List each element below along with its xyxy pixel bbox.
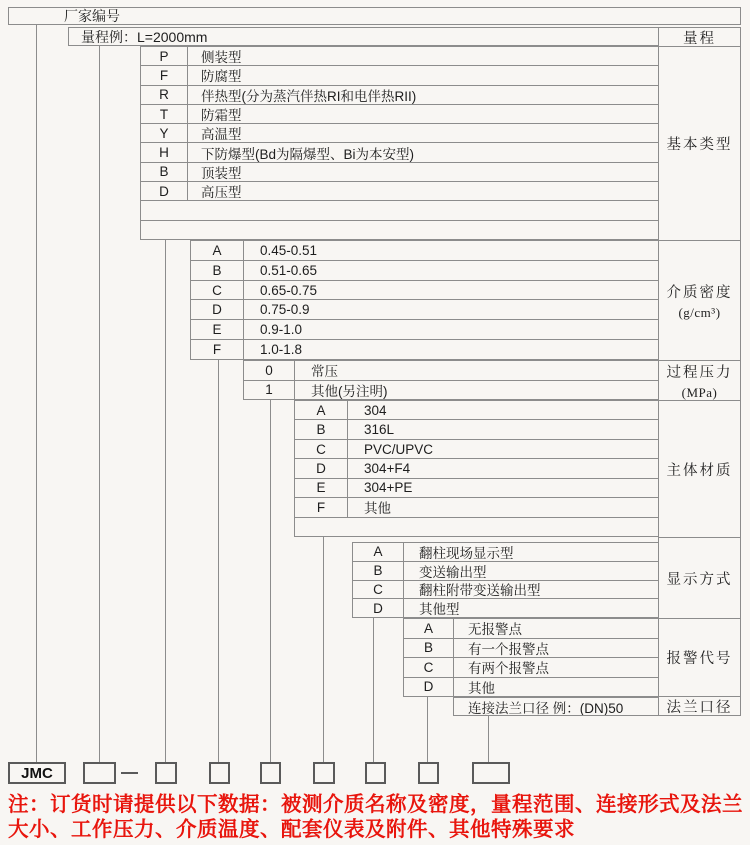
option-code: F — [295, 498, 348, 516]
side-label-material: 主体材质 — [659, 400, 740, 537]
factory-number-row — [8, 7, 741, 25]
option-desc: 0.65-0.75 — [260, 282, 318, 298]
option-code: B — [404, 639, 454, 658]
density-table — [190, 240, 659, 360]
side-label-column — [658, 27, 741, 716]
option-desc: PVC/UPVC — [364, 441, 434, 457]
option-desc: 防霜型 — [201, 108, 242, 124]
option-code: E — [295, 479, 348, 497]
option-code: C — [404, 658, 454, 677]
option-code: F — [191, 340, 244, 359]
code-box-flange — [472, 762, 510, 784]
side-label-range: 量程 — [683, 30, 716, 47]
code-box-range — [83, 762, 116, 784]
code-box-display-mode — [365, 762, 386, 784]
side-label-pressure-unit: (MPa) — [681, 384, 718, 400]
option-desc — [295, 518, 658, 536]
option-code: 1 — [244, 381, 295, 400]
option-row — [353, 561, 658, 580]
connector-line-factory — [36, 25, 37, 762]
material-table — [294, 400, 659, 537]
option-row — [244, 361, 658, 380]
option-row — [141, 142, 658, 161]
display-mode-table — [352, 542, 659, 618]
option-desc: 无报警点 — [468, 622, 522, 638]
connector-line-pressure — [270, 400, 271, 762]
option-code: Y — [141, 124, 188, 142]
option-row — [141, 47, 658, 65]
option-desc: 其他 — [364, 501, 391, 517]
option-desc: 有一个报警点 — [468, 641, 549, 657]
option-row — [141, 162, 658, 181]
option-code: D — [191, 300, 244, 319]
pressure-table — [243, 360, 659, 400]
option-desc: 316L — [364, 422, 395, 438]
option-desc: 有两个报警点 — [468, 661, 549, 677]
connector-line-flange — [488, 716, 489, 762]
option-code: B — [353, 562, 404, 580]
range-example-label: 量程例：L=2000mm — [81, 28, 208, 45]
option-desc: 变送输出型 — [419, 564, 487, 580]
option-desc: 伴热型(分为蒸汽伴热RI和电伴热RII) — [201, 88, 417, 104]
option-code: B — [141, 163, 188, 181]
option-desc: 其他型 — [419, 602, 460, 617]
option-row — [141, 85, 658, 104]
option-desc: 其他(另注明) — [311, 383, 388, 399]
option-desc: 304+PE — [364, 480, 413, 496]
option-code: C — [295, 440, 348, 458]
ordering-note-line1: 注：订货时请提供以下数据：被测介质名称及密度，量程范围、连接形式及法兰 — [8, 793, 743, 816]
code-box-material — [313, 762, 335, 784]
option-code: C — [353, 581, 404, 599]
option-desc: 304 — [364, 402, 387, 418]
option-row — [295, 419, 658, 438]
code-box-pressure — [260, 762, 281, 784]
option-code: C — [191, 281, 244, 300]
option-row — [141, 181, 658, 200]
option-row — [295, 439, 658, 458]
flange-desc: 连接法兰口径 例：(DN)50 — [468, 700, 624, 715]
option-code: E — [191, 320, 244, 339]
alarm-table — [403, 618, 659, 697]
option-desc: 0.9-1.0 — [260, 322, 303, 338]
code-box-alarm — [418, 762, 439, 784]
ordering-note — [8, 792, 746, 842]
option-desc: 侧装型 — [201, 50, 242, 66]
basic-type-table — [140, 46, 659, 240]
connector-line-display-mode — [373, 618, 374, 762]
option-code: A — [404, 619, 454, 638]
option-desc: 高压型 — [201, 185, 242, 201]
option-row — [404, 619, 658, 638]
option-row — [295, 478, 658, 497]
code-box-basic-type — [155, 762, 177, 784]
option-desc: 304+F4 — [364, 460, 411, 476]
connector-line-density — [218, 360, 219, 762]
option-row — [454, 698, 658, 715]
option-desc — [141, 201, 658, 219]
option-row — [295, 458, 658, 477]
option-row — [353, 580, 658, 599]
connector-line-basic-type — [165, 240, 166, 762]
option-row-empty — [295, 517, 658, 536]
option-row — [191, 280, 658, 300]
range-row — [68, 27, 659, 46]
option-row — [353, 598, 658, 617]
code-box-density — [209, 762, 230, 784]
flange-row — [453, 697, 659, 716]
connector-line-alarm — [427, 697, 428, 762]
option-desc: 翻柱现场显示型 — [419, 545, 514, 561]
option-row — [191, 260, 658, 280]
side-label-basic-type: 基本类型 — [659, 46, 740, 240]
model-prefix-label: JMC — [21, 764, 53, 782]
option-code: T — [141, 105, 188, 123]
side-label-flange: 法兰口径 — [659, 696, 740, 715]
option-row — [353, 543, 658, 561]
connector-line-range — [99, 46, 100, 762]
option-desc: 1.0-1.8 — [260, 342, 303, 358]
option-row — [244, 380, 658, 400]
option-code: D — [141, 182, 188, 200]
option-desc: 顶装型 — [201, 165, 242, 181]
option-row — [141, 104, 658, 123]
side-label-alarm: 报警代号 — [659, 618, 740, 696]
side-label-density: 介质密度 (g/cm³) — [659, 240, 740, 360]
side-label-display-mode: 显示方式 — [659, 537, 740, 618]
option-code: B — [191, 261, 244, 280]
option-row-empty — [141, 220, 658, 239]
option-desc: 0.51-0.65 — [260, 262, 318, 278]
option-desc: 常压 — [311, 364, 338, 380]
option-code: R — [141, 86, 188, 104]
option-desc: 翻柱附带变送输出型 — [419, 583, 541, 599]
option-code: D — [404, 678, 454, 697]
option-row — [404, 657, 658, 677]
option-row — [191, 299, 658, 319]
factory-number-label: 厂家编号 — [64, 8, 120, 24]
side-label-pressure: 过程压力 (MPa) — [659, 360, 740, 400]
option-row — [141, 123, 658, 142]
option-row — [404, 638, 658, 658]
side-label-density-unit: (g/cm³) — [678, 304, 721, 320]
option-desc: 防腐型 — [201, 69, 242, 85]
option-row — [404, 677, 658, 697]
option-row — [295, 401, 658, 419]
option-desc: 高温型 — [201, 127, 242, 143]
option-row — [191, 339, 658, 359]
option-row — [295, 497, 658, 516]
option-code: F — [141, 66, 188, 84]
option-row — [191, 319, 658, 339]
model-prefix-box — [8, 762, 66, 784]
option-row — [191, 241, 658, 260]
option-code: A — [295, 401, 348, 419]
option-desc: 其他 — [468, 680, 495, 696]
option-code: A — [191, 241, 244, 260]
option-code: P — [141, 47, 188, 65]
ordering-note-line2: 大小、工作压力、介质温度、配套仪表及附件、其他特殊要求 — [8, 818, 575, 841]
separator-dash — [121, 772, 138, 774]
connector-line-material — [323, 537, 324, 762]
option-desc: 0.45-0.51 — [260, 242, 318, 258]
option-code: B — [295, 420, 348, 438]
option-desc: 0.75-0.9 — [260, 302, 310, 318]
option-desc: 下防爆型(Bd为隔爆型、Bi为本安型) — [201, 146, 415, 162]
option-code: A — [353, 543, 404, 561]
option-desc — [141, 221, 658, 239]
option-code: D — [353, 599, 404, 617]
option-row — [141, 65, 658, 84]
option-code: 0 — [244, 361, 295, 380]
option-row-empty — [141, 200, 658, 219]
option-code: D — [295, 459, 348, 477]
option-code: H — [141, 143, 188, 161]
